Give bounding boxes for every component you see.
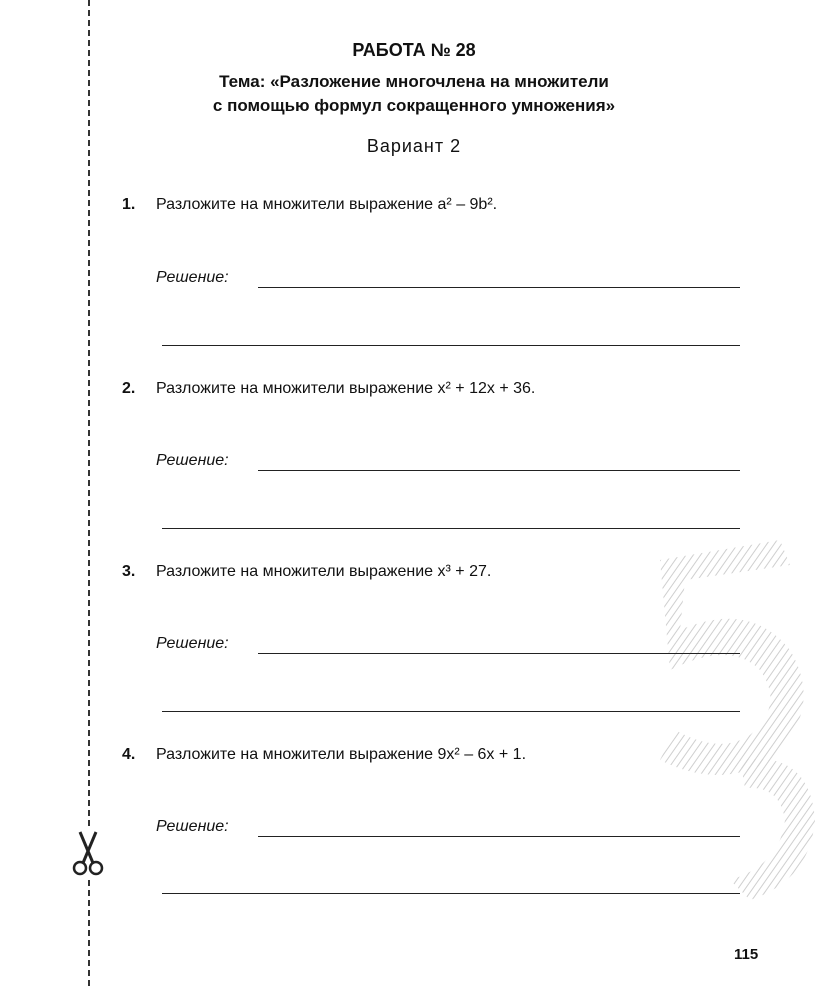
task-number: 3.	[122, 563, 136, 580]
answer-line[interactable]	[162, 345, 740, 346]
answer-line[interactable]	[162, 711, 740, 712]
task-text: Разложите на множители выражение	[156, 196, 438, 213]
answer-line[interactable]	[258, 287, 740, 288]
topic-line-1: Тема: «Разложение многочлена на множители	[219, 72, 609, 91]
variant-label: Вариант 2	[366, 136, 462, 156]
task-number: 2.	[122, 380, 136, 397]
watermark-digit	[600, 520, 828, 920]
solution-label: Решение:	[156, 818, 229, 835]
answer-line[interactable]	[162, 528, 740, 529]
task-expression: x³ + 27.	[437, 563, 492, 580]
answer-line[interactable]	[258, 470, 740, 471]
task-1	[122, 196, 497, 214]
task-4	[122, 746, 526, 764]
page-number: 115	[734, 946, 759, 963]
task-expression: a² – 9b².	[437, 196, 498, 213]
scissors-icon	[70, 828, 110, 878]
solution-label: Решение:	[156, 635, 229, 652]
task-expression: 9x² – 6x + 1.	[437, 746, 527, 763]
task-number: 4.	[122, 746, 136, 763]
task-3	[122, 563, 491, 581]
task-text: Разложите на множители выражение	[156, 746, 438, 763]
topic-line-2: с помощью формул сокращенного умножения»	[212, 96, 616, 115]
answer-line[interactable]	[258, 836, 740, 837]
solution-label: Решение:	[156, 452, 229, 469]
answer-line[interactable]	[258, 653, 740, 654]
answer-line[interactable]	[162, 893, 740, 894]
task-expression: x² + 12x + 36.	[437, 380, 536, 397]
task-number: 1.	[122, 196, 136, 213]
task-2	[122, 380, 535, 398]
work-title: РАБОТА № 28	[352, 40, 476, 60]
topic-title	[0, 70, 828, 118]
solution-label: Решение:	[156, 269, 229, 286]
task-text: Разложите на множители выражение	[156, 563, 438, 580]
task-text: Разложите на множители выражение	[156, 380, 438, 397]
